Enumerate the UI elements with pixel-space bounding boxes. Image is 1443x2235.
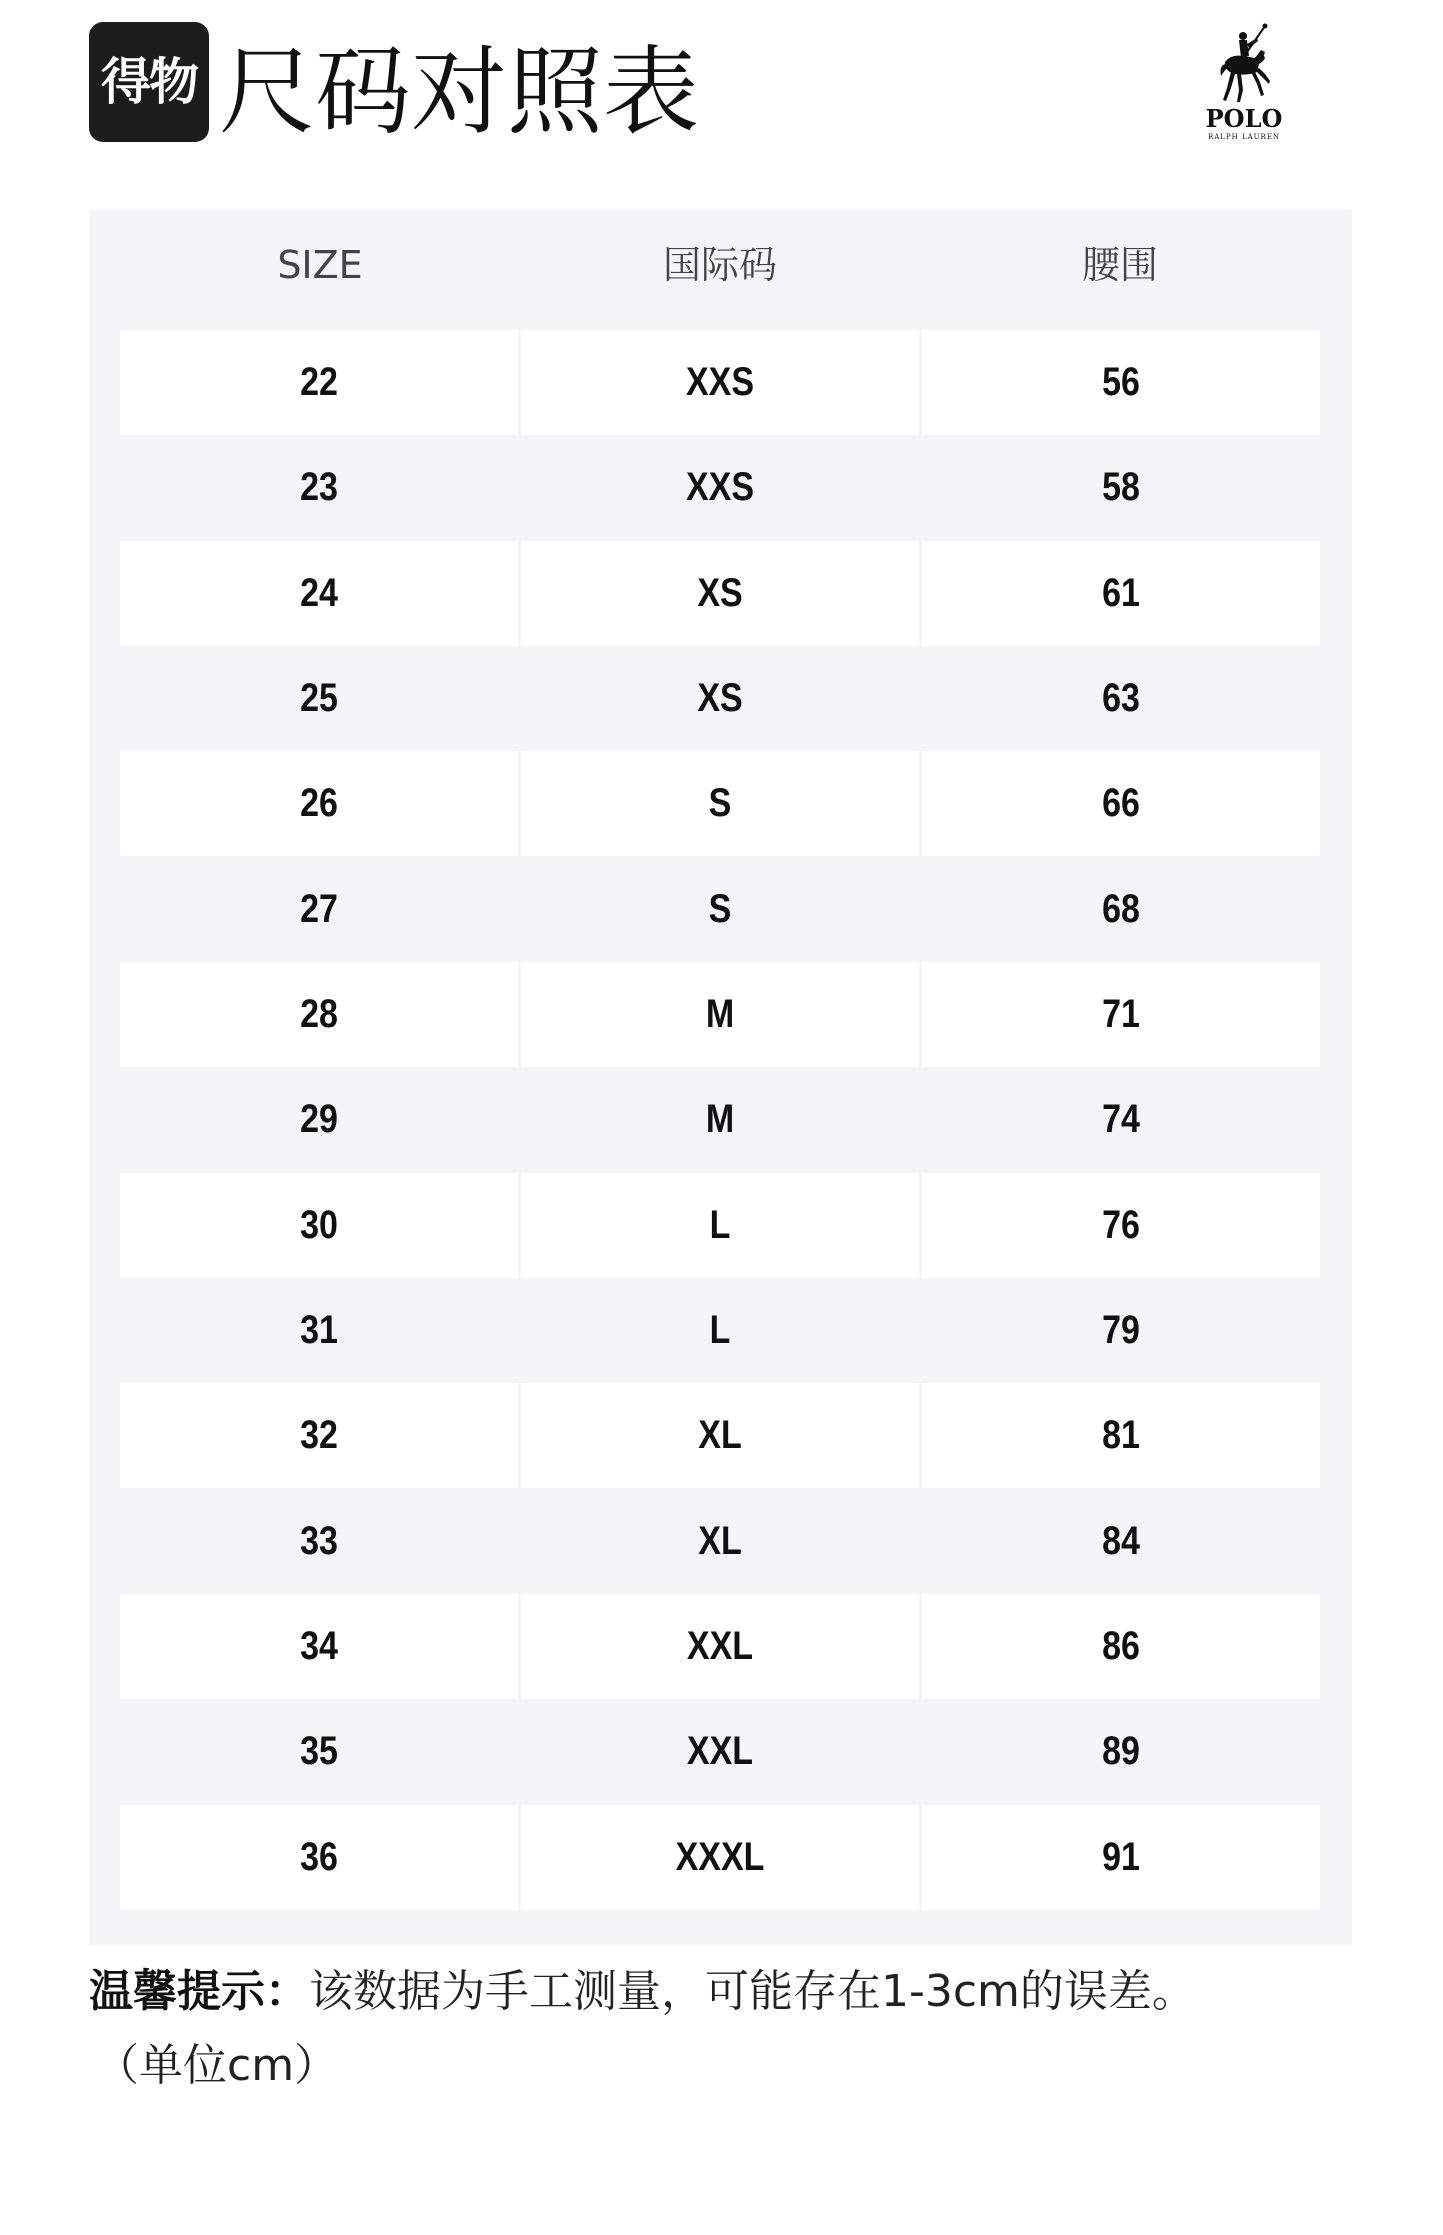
waist-cell: 89	[1102, 1729, 1140, 1774]
table-row	[120, 646, 1320, 751]
international-size-cell: M	[705, 1097, 735, 1142]
international-size-cell: XXS	[685, 465, 755, 510]
size-cell: 27	[300, 886, 338, 931]
table-row	[120, 1173, 1320, 1278]
table-row	[120, 330, 1320, 435]
size-cell: 23	[300, 465, 338, 510]
international-size-cell: S	[708, 886, 732, 931]
size-cell: 22	[300, 360, 338, 404]
table-row	[120, 1067, 1320, 1172]
international-size-cell: XXXL	[675, 1834, 765, 1879]
international-size-cell: XXL	[686, 1729, 754, 1774]
table-row	[120, 1489, 1320, 1594]
international-size-cell: XXS	[685, 360, 755, 404]
column-header-international-size: 国际码	[662, 243, 777, 287]
logo-subtitle: RALPH LAUREN	[1207, 133, 1281, 141]
size-cell: 24	[300, 570, 338, 615]
note-label: 温馨提示：	[89, 1966, 309, 2017]
size-cell: 28	[300, 991, 338, 1036]
size-chart-table	[90, 210, 1352, 1945]
measurement-note	[89, 1955, 1359, 2103]
waist-cell: 56	[1102, 360, 1140, 404]
waist-cell: 81	[1102, 1413, 1140, 1458]
column-header-waist: 腰围	[1081, 243, 1158, 287]
waist-cell: 71	[1102, 991, 1140, 1036]
international-size-cell: L	[709, 1307, 731, 1352]
logo-word: POLO	[1205, 104, 1283, 133]
polo-ralph-lauren-logo	[1199, 22, 1289, 152]
size-cell: 34	[300, 1623, 338, 1668]
table-row	[120, 1278, 1320, 1383]
international-size-cell: XS	[697, 570, 743, 615]
size-cell: 36	[300, 1834, 338, 1879]
table-row	[120, 857, 1320, 962]
waist-cell: 68	[1102, 886, 1140, 931]
column-header-size: SIZE	[277, 243, 363, 287]
waist-cell: 79	[1102, 1307, 1140, 1352]
size-cell: 25	[300, 675, 338, 720]
page-title: 尺码对照表	[219, 36, 699, 148]
waist-cell: 66	[1102, 781, 1140, 826]
international-size-cell: XL	[698, 1413, 742, 1458]
note-text: 该数据为手工测量，可能存在1-3cm的误差。	[309, 1966, 1196, 2017]
size-cell: 31	[300, 1307, 338, 1352]
international-size-cell: L	[709, 1202, 731, 1247]
table-row	[120, 1383, 1320, 1488]
international-size-cell: XXL	[686, 1623, 754, 1668]
size-cell: 33	[300, 1518, 338, 1563]
table-row	[120, 751, 1320, 856]
waist-cell: 76	[1102, 1202, 1140, 1247]
table-row	[120, 962, 1320, 1067]
waist-cell: 58	[1102, 465, 1140, 510]
international-size-cell: XS	[697, 675, 743, 720]
size-cell: 35	[300, 1729, 338, 1774]
international-size-cell: XL	[698, 1518, 742, 1563]
table-row	[120, 1805, 1320, 1910]
size-cell: 29	[300, 1097, 338, 1142]
size-cell: 32	[300, 1413, 338, 1458]
waist-cell: 91	[1102, 1834, 1140, 1879]
table-body	[120, 330, 1320, 1910]
table-row	[120, 1594, 1320, 1699]
table-row	[120, 435, 1320, 540]
international-size-cell: S	[708, 781, 732, 826]
size-cell: 26	[300, 781, 338, 826]
page-header	[89, 22, 1354, 172]
size-cell: 30	[300, 1202, 338, 1247]
polo-player-icon	[1217, 22, 1271, 106]
table-header-row	[120, 210, 1320, 320]
waist-cell: 63	[1102, 675, 1140, 720]
waist-cell: 74	[1102, 1097, 1140, 1142]
dewu-logo: 得物	[89, 22, 209, 142]
waist-cell: 61	[1102, 570, 1140, 615]
waist-cell: 86	[1102, 1623, 1140, 1668]
international-size-cell: M	[705, 991, 735, 1036]
waist-cell: 84	[1102, 1518, 1140, 1563]
table-row	[120, 541, 1320, 646]
note-unit: （单位cm）	[95, 2040, 339, 2091]
table-row	[120, 1699, 1320, 1804]
